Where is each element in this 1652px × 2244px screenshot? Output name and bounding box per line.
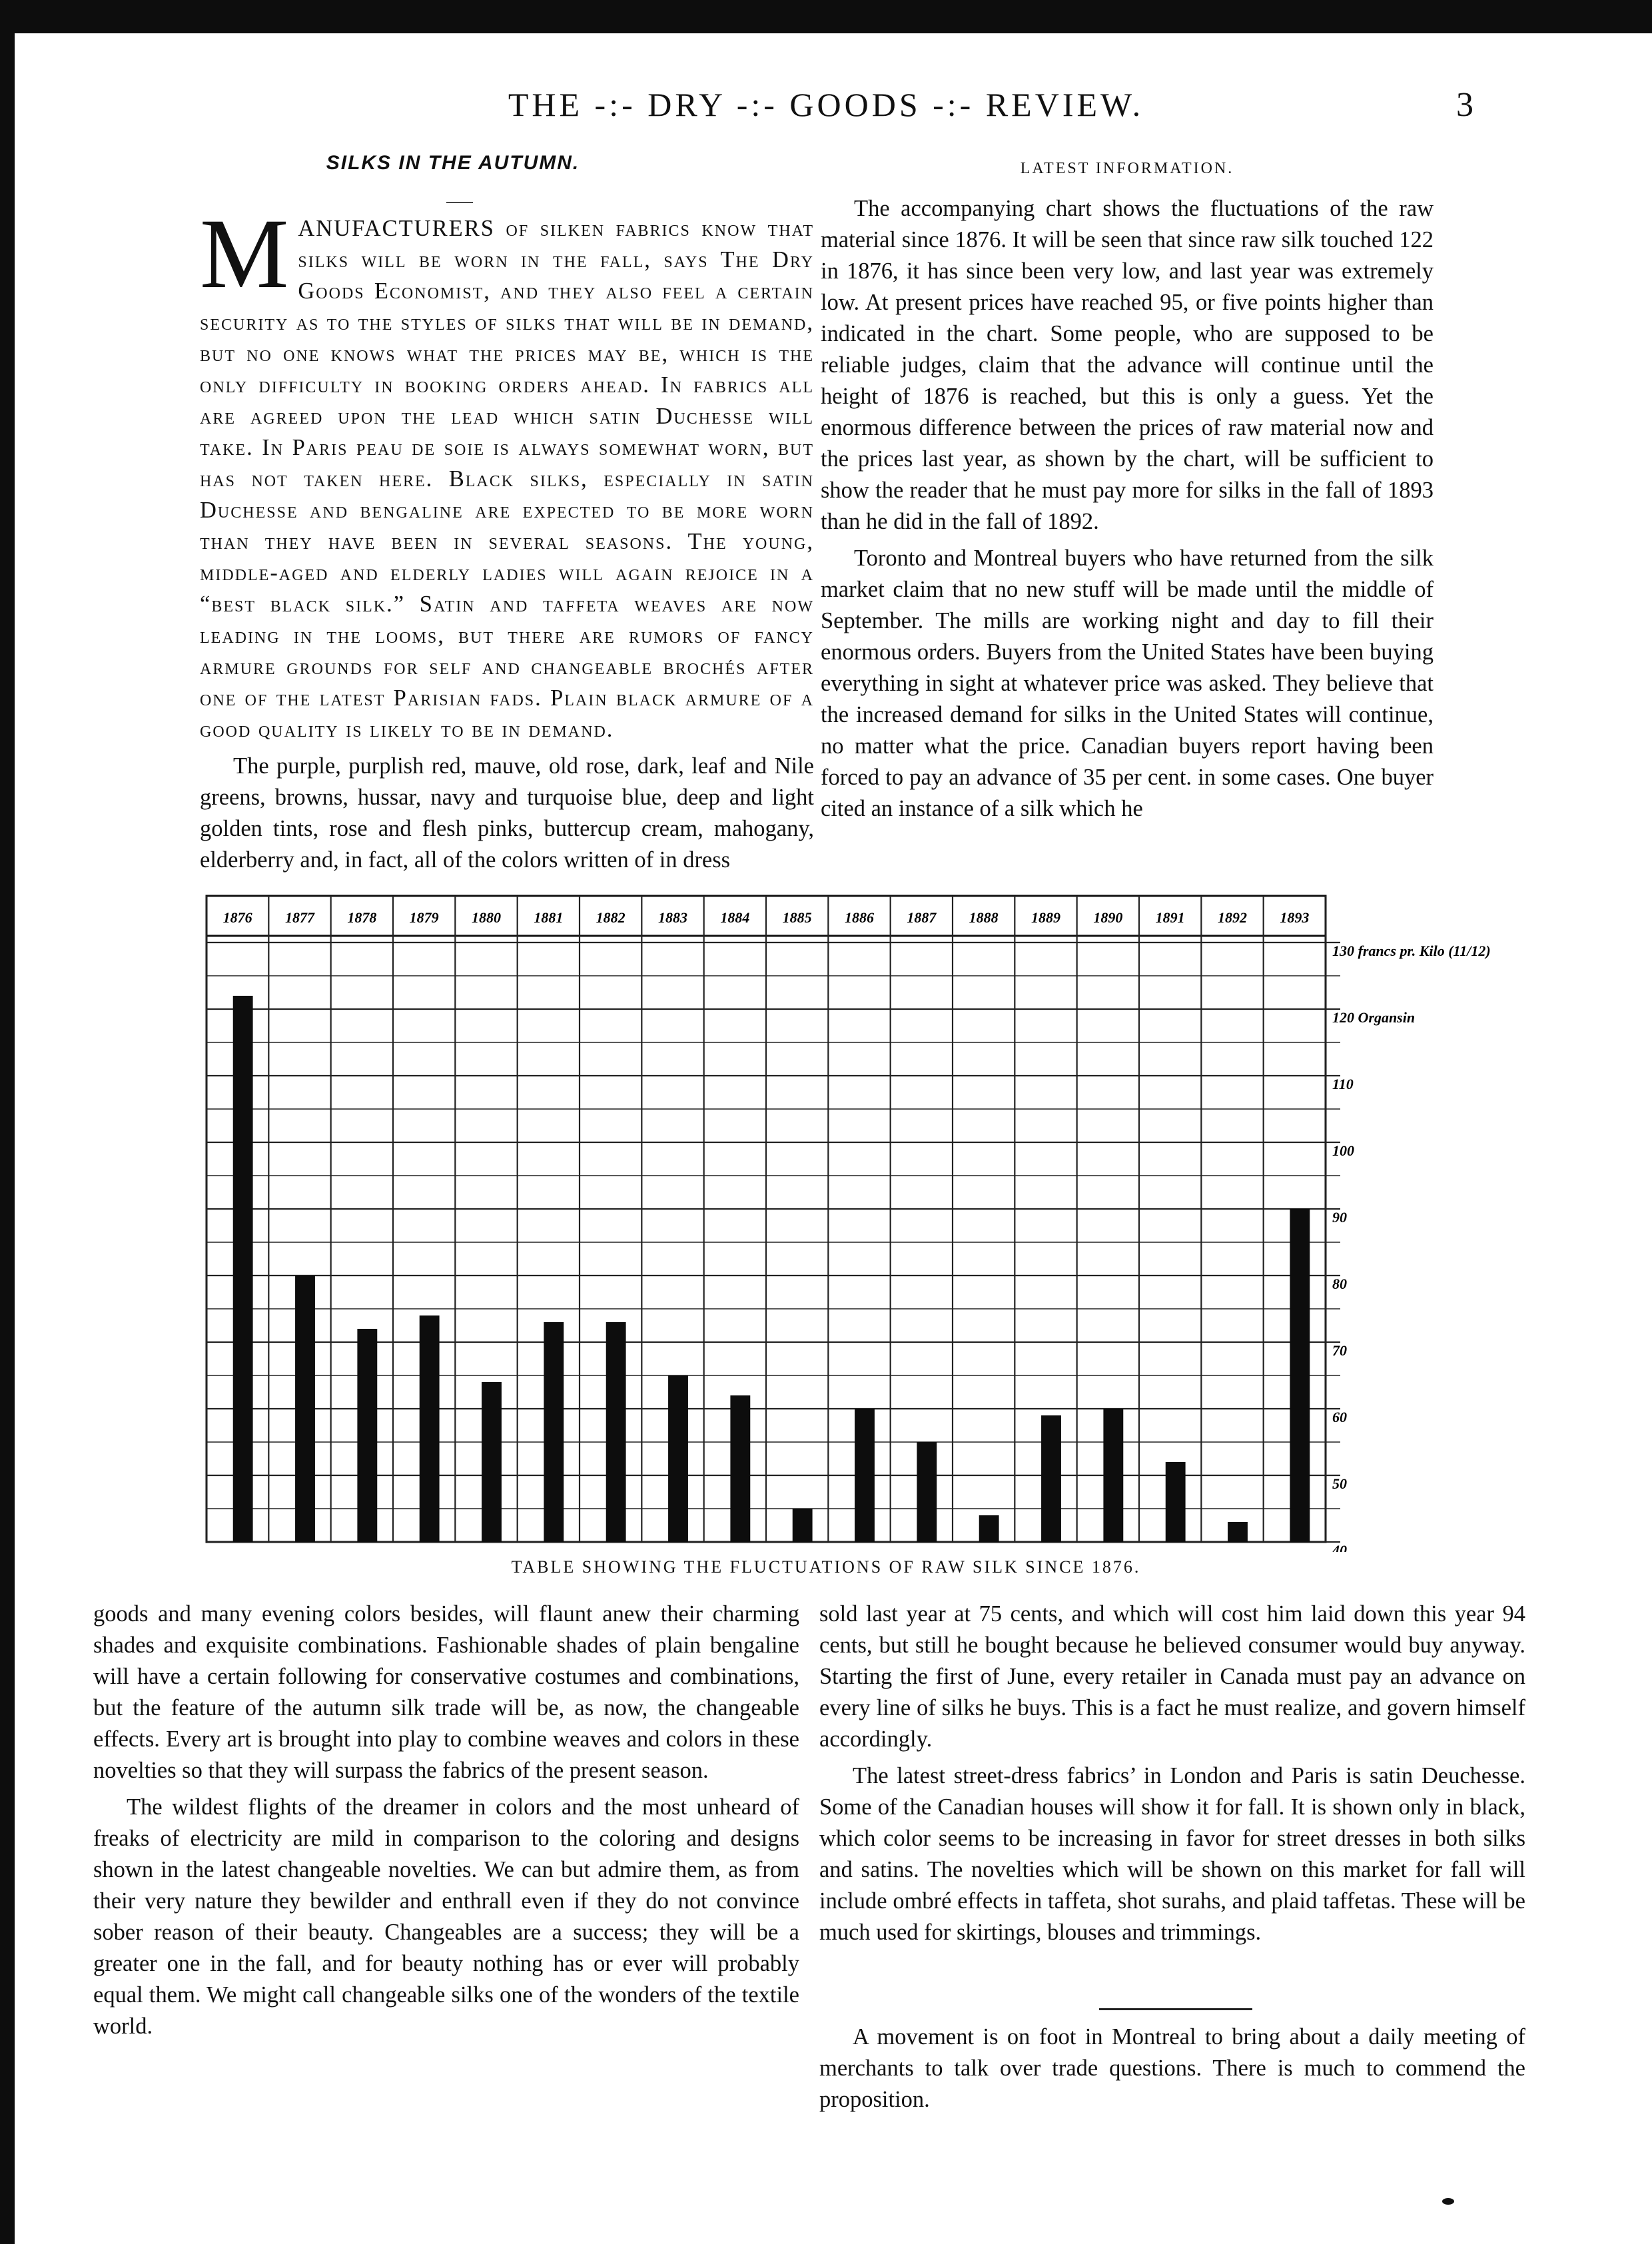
chart-y-tick-label: 60 xyxy=(1332,1409,1347,1425)
title-rule xyxy=(446,202,473,203)
left-article-paragraph-1: MANUFACTURERS of silken fabrics know that silks will be worn in the fall, says The Dry Goods Economist, and they also feel a certain security as to the styles of silks that will be in demand, but no one knows what the prices may be, which is the only difficulty in booking orders ahead. In fabrics all are agreed upon the lead which satin Duchesse will take. In Paris peau de soie is always somewhat worn, but has not taken here. Black silks, especially in satin Duchesse and bengaline are expected to be more worn than they have been in several seasons. The young, middle-aged and elderly ladies will again rejoice in a “best black silk.” Satin and taffeta weaves are now leading in the looms, but there are rumors of fancy armure grounds for self and changeable brochés after one of the latest Parisian fads. Plain black armure of a good quality is likely to be in demand. xyxy=(200,198,815,742)
chart-year-label: 1883 xyxy=(658,909,687,926)
chart-bar xyxy=(1228,1522,1248,1542)
chart-y-tick-label: 90 xyxy=(1332,1209,1347,1226)
chart-year-label: 1879 xyxy=(409,909,439,926)
chart-bar xyxy=(357,1329,377,1542)
chart-year-label: 1890 xyxy=(1093,909,1123,926)
chart-bar xyxy=(1166,1462,1186,1542)
chart-bar xyxy=(793,1509,813,1542)
chart-bar xyxy=(979,1515,999,1542)
bottom-right-body xyxy=(819,1599,1525,1948)
chart-year-label: 1889 xyxy=(1031,909,1060,926)
chart-bar xyxy=(295,1276,315,1542)
ink-mark xyxy=(1442,2198,1454,2205)
chart-y-tick-label: 40 xyxy=(1332,1542,1347,1552)
left-article-paragraph-2: The purple, purplish red, mauve, old rose, dark, leaf and Nile greens, browns, hussar, navy and turquoise blue, deep and light golden tints, rose and flesh pinks, buttercup cream, mahogany, elderberry and, in fact, all of the colors written of in dress xyxy=(200,753,814,873)
bottom-left-paragraph-1: goods and many evening colors besides, will flaunt anew their charming shades and exquisite combinations. Fashionable shades of plain bengaline will have a certain following for conservative costumes and combinations, but the feature of the autumn silk trade will be, as now, the changeable effects. Every art is brought into play to combine weaves and colors in these novelties so that they will surpass the fabrics of the present season. xyxy=(93,1601,799,1783)
bottom-right-paragraph-3: A movement is on foot in Montreal to bring about a daily meeting of merchants to talk over trade questions. There is much to commend the proposition. xyxy=(819,2024,1525,2112)
chart-year-label: 1876 xyxy=(222,909,252,926)
chart-year-label: 1886 xyxy=(845,909,874,926)
chart-y-tick-label: 70 xyxy=(1332,1342,1347,1359)
page-header-title: THE -:- DRY -:- GOODS -:- REVIEW. xyxy=(508,86,1144,123)
chart-svg xyxy=(200,859,1505,1552)
chart-y-tick-label: 50 xyxy=(1332,1475,1347,1492)
chart-bar xyxy=(544,1322,564,1542)
left-article-body xyxy=(200,198,815,876)
chart-caption: TABLE SHOWING THE FLUCTUATIONS OF RAW SILK SINCE 1876. xyxy=(511,1557,1141,1577)
chart-year-label: 1877 xyxy=(285,909,314,926)
drop-cap: M xyxy=(200,198,289,309)
chart-bar xyxy=(1041,1415,1061,1542)
chart-y-tick-label: 80 xyxy=(1332,1276,1347,1292)
bottom-right-paragraph-1: sold last year at 75 cents, and which will cost him laid down this year 94 cents, but still he bought because he believed consumer would buy anyway. Starting the first of June, every retailer in Canada must pay an advance on every line of silks he buys. This is a fact he must realize, and govern himself accordingly. xyxy=(819,1601,1525,1752)
right-article-paragraph-1: The accompanying chart shows the fluctuations of the raw material since 1876. It will be seen that since raw silk touched 122 in 1876, it has since been very low, and last year was extremely low. At present prices have reached 95, or five points higher than indicated in the chart. Some people, who are supposed to be reliable judges, claim that the advance will continue until the height of 1876 is reached, but this is only a guess. Yet the enormous difference between the prices of raw material now and the prices last year, as shown by the chart, will be sufficient to show the reader that he must pay more for silks in the fall of 1893 than he did in the fall of 1892. xyxy=(821,196,1434,534)
chart-bar xyxy=(730,1395,750,1542)
chart-year-label: 1881 xyxy=(534,909,564,926)
chart-bar xyxy=(855,1409,875,1542)
chart-year-label: 1882 xyxy=(596,909,625,926)
chart-year-label: 1878 xyxy=(347,909,377,926)
right-article-body xyxy=(821,193,1434,825)
right-article-title: LATEST INFORMATION. xyxy=(1020,160,1234,177)
section-divider xyxy=(1099,2008,1252,2010)
chart-year-label: 1880 xyxy=(472,909,501,926)
chart-year-label: 1888 xyxy=(969,909,999,926)
chart-bar xyxy=(1290,1209,1310,1542)
bottom-right-paragraph-2: The latest street-dress fabrics’ in London and Paris is satin Deuchesse. Some of the Canadian houses will show it for fall. It is shown only in black, which color seems to be increasing in favor for street dresses in both silks and satins. The novelties which will be shown on this market for fall will include ombré effects in taffeta, shot surahs, and plaid taffetas. These will be much used for skirtings, blouses and trimmings. xyxy=(819,1763,1525,1945)
chart-y-tick-label: 110 xyxy=(1332,1076,1354,1092)
chart-y-tick-label: 100 xyxy=(1332,1142,1354,1159)
left-border xyxy=(0,0,15,2244)
bottom-left-body xyxy=(93,1599,799,2042)
chart-y-tick-label: 120 Organsin xyxy=(1332,1009,1416,1026)
raw-silk-chart xyxy=(200,859,1505,1552)
top-border xyxy=(0,0,1652,33)
chart-bar xyxy=(420,1315,440,1542)
chart-bar xyxy=(606,1322,626,1542)
right-article-paragraph-2: Toronto and Montreal buyers who have returned from the silk market claim that no new stuff will be made until the middle of September. The mills are working night and day to fill their enormous orders. Buyers from the United States have been buying everything in sight at whatever price was asked. They believe that the increased demand for silks in the United States will continue, no matter what the price. Canadian buyers report having been forced to pay an advance of 35 per cent. in some cases. One buyer cited an instance of a silk which he xyxy=(821,546,1434,821)
chart-bar xyxy=(1103,1409,1123,1542)
chart-bar xyxy=(233,996,253,1542)
chart-year-label: 1887 xyxy=(907,909,937,926)
bottom-right-note xyxy=(819,2022,1525,2115)
chart-year-label: 1884 xyxy=(720,909,750,926)
left-article-title: SILKS IN THE AUTUMN. xyxy=(326,152,580,174)
bottom-left-paragraph-2: The wildest flights of the dreamer in colors and the most unheard of freaks of electricity are mild in comparison to the coloring and designs shown in the latest changeable novelties. We can but admire them, as from their very nature they bewilder and enthrall even if they do not convince sober reason of their beauty. Changeables are a success; they will be a greater one in the fall, and for beauty nothing has or ever will probably equal them. We might call changeable silks one of the wonders of the textile world. xyxy=(93,1794,799,2039)
page-number: 3 xyxy=(1456,86,1473,124)
chart-year-label: 1893 xyxy=(1280,909,1310,926)
chart-y-tick-label: 130 francs pr. Kilo (11/12) xyxy=(1332,942,1491,959)
chart-bar xyxy=(917,1442,937,1542)
chart-bar xyxy=(482,1382,502,1542)
chart-bar xyxy=(668,1375,688,1542)
chart-year-label: 1892 xyxy=(1218,909,1247,926)
chart-year-label: 1885 xyxy=(782,909,812,926)
chart-year-label: 1891 xyxy=(1155,909,1185,926)
